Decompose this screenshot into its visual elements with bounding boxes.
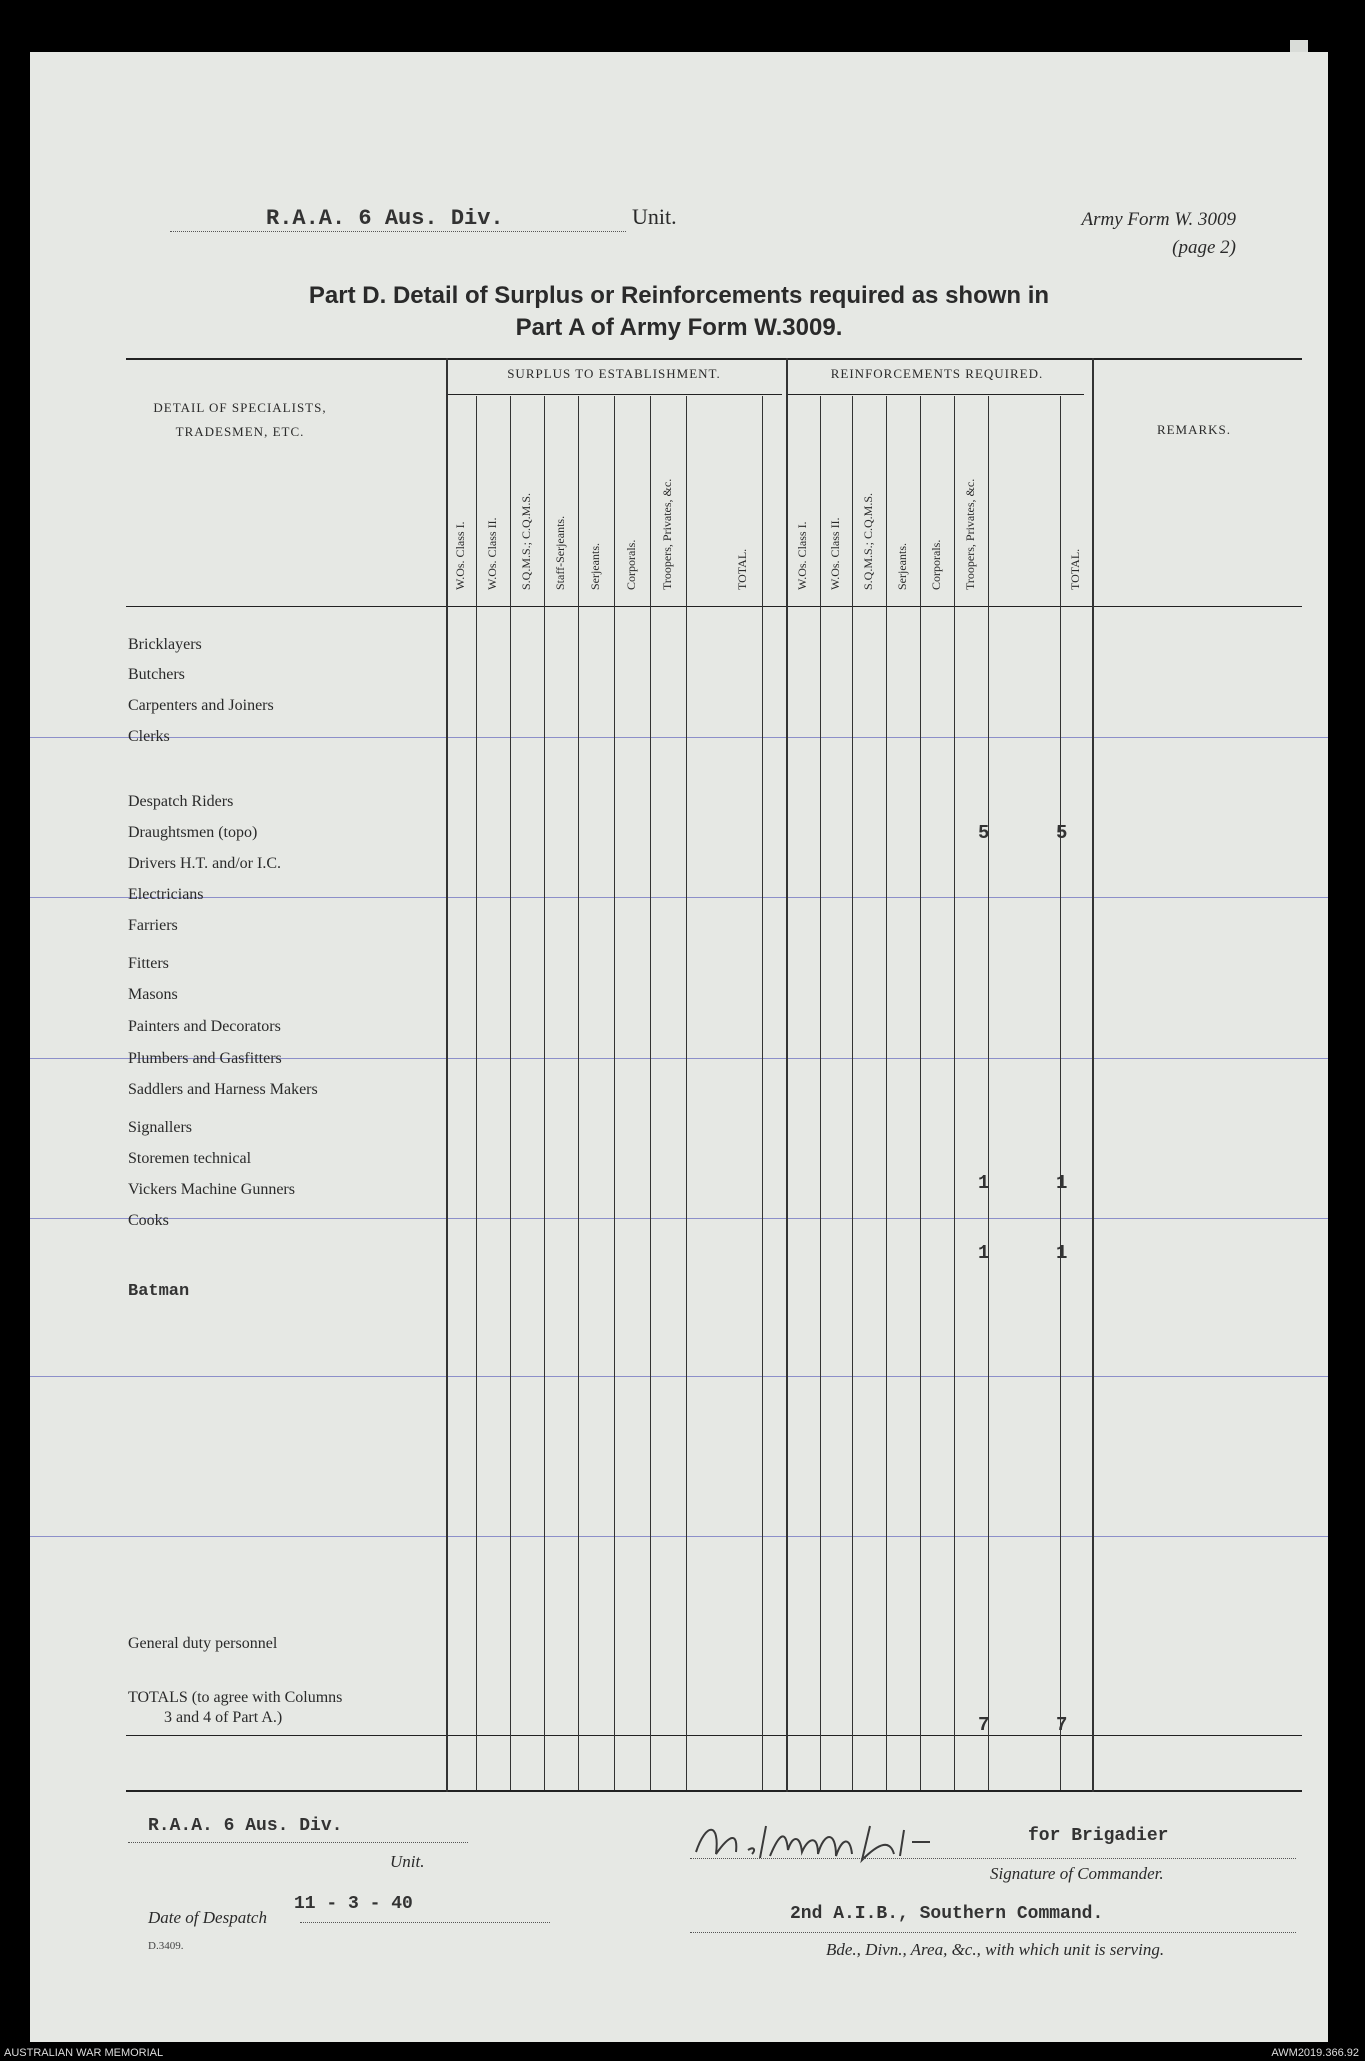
signature-suffix: for Brigadier: [1028, 1826, 1169, 1846]
list-item: Vickers Machine Gunners: [128, 1181, 295, 1198]
list-item: Saddlers and Harness Makers: [128, 1081, 318, 1098]
column-line: [820, 396, 821, 1790]
column-line: [446, 358, 448, 1792]
header-unit-value: R.A.A. 6 Aus. Div.: [170, 206, 626, 232]
form-code: D.3409.: [148, 1940, 184, 1952]
ruled-line: [30, 1536, 1328, 1537]
column-line: [954, 396, 955, 1790]
remarks-header: REMARKS.: [1156, 422, 1232, 437]
surplus-col-header-7: TOTAL.: [735, 548, 749, 590]
date-value: 11 - 3 - 40: [294, 1894, 413, 1914]
command-label: Bde., Divn., Area, &c., with which unit is serving.: [826, 1940, 1165, 1959]
totals-label-line1: TOTALS (to agree with Columns: [128, 1689, 343, 1706]
detail-header-line2: TRADESMEN, ETC.: [175, 424, 305, 439]
list-item: Painters and Decorators: [128, 1018, 281, 1035]
date-line: [300, 1922, 550, 1923]
reinf-col-header-0: W.Os. Class I.: [795, 521, 809, 590]
list-item: Despatch Riders: [128, 793, 234, 810]
list-item: Cooks: [128, 1212, 169, 1229]
reinf-col-header-5: Troopers, Privates, &c.: [963, 478, 977, 590]
column-line: [1060, 396, 1061, 1790]
list-item: Clerks: [128, 728, 170, 745]
ruled-line: [30, 1376, 1328, 1377]
list-item: Storemen technical: [128, 1150, 252, 1167]
reinf-col-header-1: W.Os. Class II.: [828, 517, 842, 590]
totals-total-value: 7: [1056, 1714, 1068, 1736]
commander-signature: [690, 1812, 1050, 1872]
signature-line: [690, 1858, 1296, 1859]
form-sheet: [30, 52, 1328, 2042]
cooks-troopers-value: 1: [978, 1172, 990, 1194]
surplus-col-header-2: S.Q.M.S.; C.Q.M.S.: [519, 492, 533, 590]
list-item: Fitters: [128, 955, 169, 972]
signature-label: Signature of Commander.: [990, 1864, 1164, 1883]
column-line: [686, 396, 687, 1790]
totals-label-line2: 3 and 4 of Part A.): [164, 1709, 283, 1726]
list-item: Drivers H.T. and/or I.C.: [128, 855, 281, 872]
army-form-ref: [1082, 206, 1236, 262]
ruled-line: [30, 737, 1328, 738]
reinforcements-group-rule: [788, 394, 1084, 395]
reinforcements-header: REINFORCEMENTS REQUIRED.: [830, 366, 1044, 381]
list-item: Masons: [128, 986, 178, 1003]
list-item: Signallers: [128, 1119, 192, 1136]
column-line: [578, 396, 579, 1790]
ruled-line: [30, 897, 1328, 898]
credit-right: AWM2019.366.92: [1271, 2047, 1359, 2059]
form-title-line1: Part D. Detail of Surplus or Reinforcements required as shown in: [308, 282, 1050, 309]
column-line: [1092, 358, 1094, 1792]
column-line: [544, 396, 545, 1790]
table-bottom-rule: [126, 1790, 1302, 1792]
table-top-rule: [126, 358, 1302, 360]
list-item: Plumbers and Gasfitters: [128, 1050, 282, 1067]
reinf-col-header-3: Serjeants.: [895, 543, 909, 590]
surplus-col-header-5: Corporals.: [624, 539, 638, 590]
list-item: Electricians: [128, 886, 204, 903]
column-line: [510, 396, 511, 1790]
command-line: [690, 1932, 1296, 1933]
footer-unit-value: R.A.A. 6 Aus. Div.: [148, 1816, 343, 1836]
electricians-total-value: 5: [1056, 822, 1068, 844]
list-item: Farriers: [128, 917, 178, 934]
army-form-number: Army Form W. 3009: [1081, 209, 1236, 230]
list-item: Bricklayers: [128, 636, 202, 653]
column-line: [614, 396, 615, 1790]
column-line: [988, 396, 989, 1790]
electricians-troopers-value: 5: [978, 822, 990, 844]
item-general-duty: General duty personnel: [128, 1635, 278, 1652]
header-unit: [170, 204, 677, 232]
item-batman: Batman: [128, 1282, 190, 1301]
footer-unit-label: Unit.: [390, 1852, 425, 1871]
army-form-page: (page 2): [1172, 237, 1236, 258]
batman-troopers-value: 1: [978, 1242, 990, 1264]
surplus-group-rule: [448, 394, 782, 395]
column-line: [786, 358, 788, 1792]
detail-header: [130, 396, 350, 444]
surplus-col-header-6: Troopers, Privates, &c.: [660, 478, 674, 590]
column-line: [886, 396, 887, 1790]
column-line: [650, 396, 651, 1790]
footer-unit-line: [128, 1842, 468, 1843]
date-label: Date of Despatch: [148, 1908, 267, 1927]
totals-top-rule: [126, 1735, 1302, 1736]
column-line: [920, 396, 921, 1790]
surplus-col-header-0: W.Os. Class I.: [453, 521, 467, 590]
reinf-col-header-4: Corporals.: [929, 539, 943, 590]
ruled-line: [30, 1218, 1328, 1219]
form-title: [30, 280, 1328, 344]
column-line: [476, 396, 477, 1790]
surplus-col-header-3: Staff-Serjeants.: [553, 515, 567, 590]
reinf-col-header-2: S.Q.M.S.; C.Q.M.S.: [861, 492, 875, 590]
list-item: Carpenters and Joiners: [128, 697, 274, 714]
surplus-header: SURPLUS TO ESTABLISHMENT.: [507, 366, 721, 381]
detail-header-line1: DETAIL OF SPECIALISTS,: [153, 400, 327, 415]
cooks-total-value: 1: [1056, 1172, 1068, 1194]
surplus-col-header-1: W.Os. Class II.: [485, 517, 499, 590]
totals-label: [128, 1688, 342, 1728]
reinf-col-header-6: TOTAL.: [1068, 548, 1082, 590]
credit-left: AUSTRALIAN WAR MEMORIAL: [4, 2047, 164, 2059]
totals-troopers-value: 7: [978, 1714, 990, 1736]
header-unit-label: Unit.: [632, 204, 677, 229]
column-line: [852, 396, 853, 1790]
list-item: Butchers: [128, 666, 185, 683]
list-item: Draughtsmen (topo): [128, 824, 258, 841]
table-header-rule: [126, 606, 1302, 607]
column-line: [762, 396, 763, 1790]
batman-total-value: 1: [1056, 1242, 1068, 1264]
surplus-col-header-4: Serjeants.: [588, 543, 602, 590]
command-value: 2nd A.I.B., Southern Command.: [790, 1904, 1104, 1924]
form-title-line2: Part A of Army Form W.3009.: [515, 314, 843, 341]
